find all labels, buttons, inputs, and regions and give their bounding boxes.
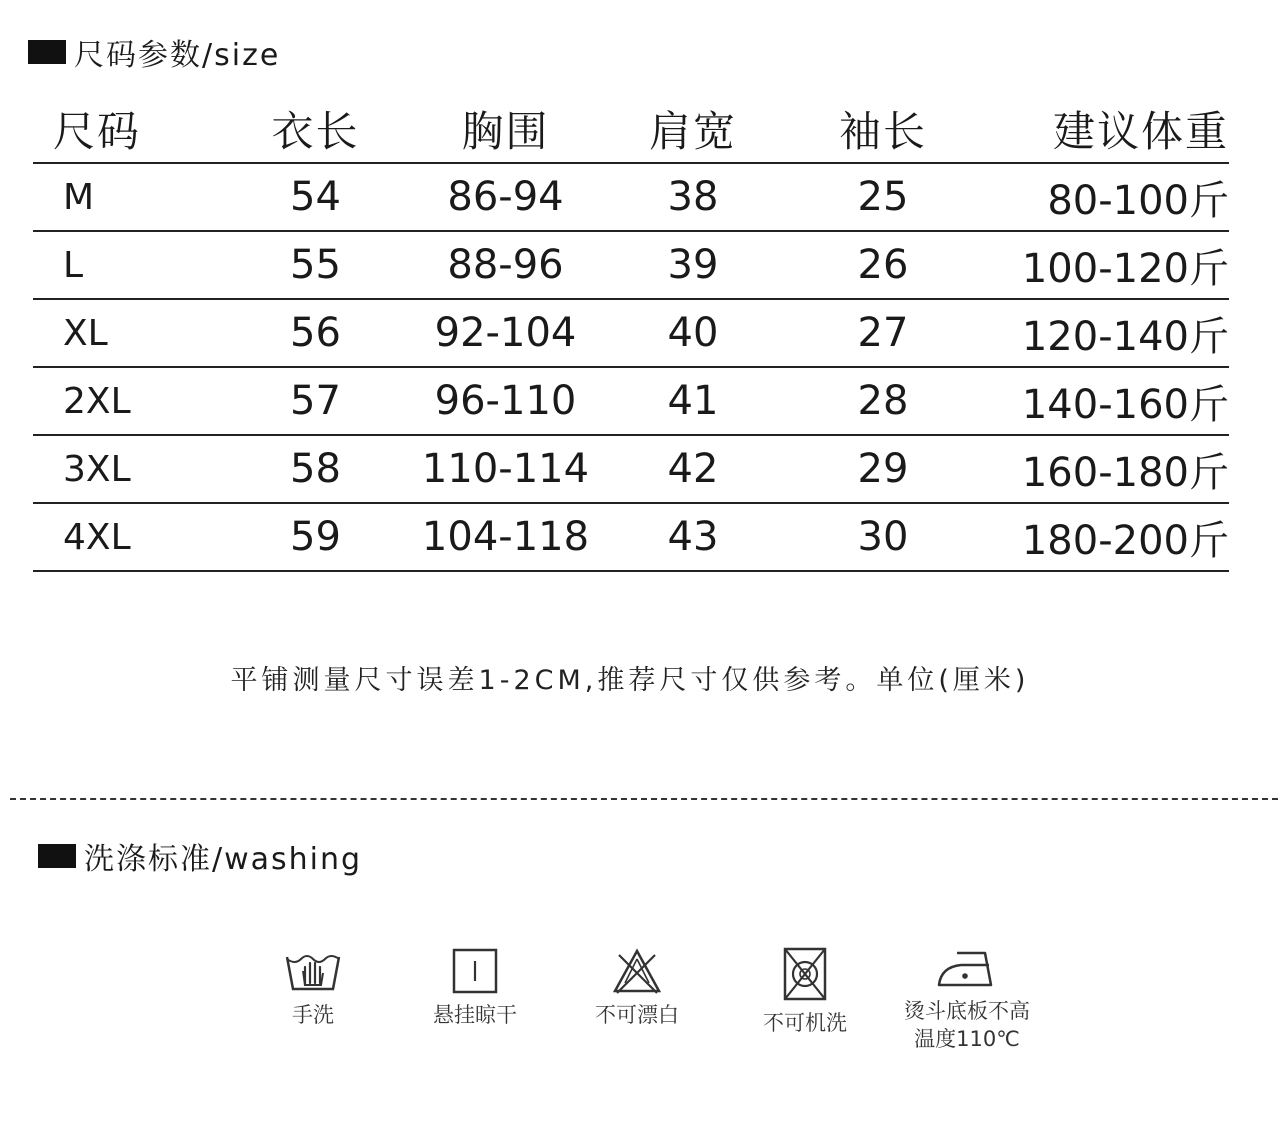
- section-divider: [10, 798, 1278, 800]
- cell-chest: 92-104: [408, 299, 603, 367]
- table-row: [33, 163, 1229, 231]
- care-item-hand-wash: [233, 945, 393, 1029]
- iron-low-temp-icon: [935, 945, 999, 995]
- no-machine-wash-icon: [775, 945, 835, 1003]
- cell-weight: 180-200斤: [983, 503, 1229, 571]
- header-sleeve: 袖长: [783, 95, 983, 163]
- care-item-hang-dry: [395, 945, 555, 1029]
- care-label-line2: 温度110℃: [914, 1027, 1020, 1051]
- cell-sleeve: 26: [783, 231, 983, 299]
- table-row: [33, 367, 1229, 435]
- cell-weight: 120-140斤: [983, 299, 1229, 367]
- cell-weight: 100-120斤: [983, 231, 1229, 299]
- cell-size: 3XL: [33, 435, 223, 503]
- table-row: [33, 503, 1229, 571]
- cell-chest: 110-114: [408, 435, 603, 503]
- care-label: 手洗: [292, 1003, 334, 1027]
- cell-weight: 80-100斤: [983, 163, 1229, 231]
- cell-length: 59: [223, 503, 408, 571]
- header-weight: 建议体重: [983, 95, 1229, 163]
- table-row: [33, 299, 1229, 367]
- care-item-no-machine-wash: [725, 945, 885, 1037]
- cell-sleeve: 27: [783, 299, 983, 367]
- cell-size: L: [33, 231, 223, 299]
- cell-sleeve: 25: [783, 163, 983, 231]
- care-label-line1: 烫斗底板不高: [904, 999, 1030, 1023]
- cell-sleeve: 29: [783, 435, 983, 503]
- cell-size: 4XL: [33, 503, 223, 571]
- header-length: 衣长: [223, 95, 408, 163]
- cell-sleeve: 28: [783, 367, 983, 435]
- table-row: [33, 435, 1229, 503]
- care-item-no-bleach: [557, 945, 717, 1029]
- cell-chest: 96-110: [408, 367, 603, 435]
- cell-shoulder: 38: [603, 163, 783, 231]
- cell-shoulder: 42: [603, 435, 783, 503]
- header-chest: 胸围: [408, 95, 603, 163]
- washing-section-header: [38, 834, 362, 878]
- cell-chest: 104-118: [408, 503, 603, 571]
- cell-shoulder: 43: [603, 503, 783, 571]
- cell-length: 56: [223, 299, 408, 367]
- care-item-iron-low-temp: [887, 945, 1047, 1053]
- header-shoulder: 肩宽: [603, 95, 783, 163]
- cell-size: XL: [33, 299, 223, 367]
- cell-weight: 140-160斤: [983, 367, 1229, 435]
- hand-wash-icon: [283, 945, 343, 995]
- cell-size: M: [33, 163, 223, 231]
- cell-length: 54: [223, 163, 408, 231]
- cell-chest: 88-96: [408, 231, 603, 299]
- size-table: [33, 95, 1229, 572]
- cell-length: 55: [223, 231, 408, 299]
- care-label: 不可漂白: [595, 1003, 679, 1027]
- washing-section-title: 洗涤标准/washing: [84, 842, 363, 877]
- table-row: [33, 231, 1229, 299]
- cell-sleeve: 30: [783, 503, 983, 571]
- cell-length: 57: [223, 367, 408, 435]
- cell-size: 2XL: [33, 367, 223, 435]
- section-marker-block: [28, 40, 66, 64]
- cell-length: 58: [223, 435, 408, 503]
- size-section-title: 尺码参数/size: [74, 38, 281, 73]
- table-header-row: [33, 95, 1229, 163]
- cell-shoulder: 40: [603, 299, 783, 367]
- section-marker-block: [38, 844, 76, 868]
- care-label: 悬挂晾干: [433, 1003, 517, 1027]
- cell-chest: 86-94: [408, 163, 603, 231]
- care-label: 不可机洗: [763, 1011, 847, 1035]
- measurement-note: 平铺测量尺寸误差1-2CM,推荐尺寸仅供参考。单位(厘米): [230, 665, 1030, 696]
- cell-shoulder: 41: [603, 367, 783, 435]
- no-bleach-icon: [607, 945, 667, 995]
- header-size: 尺码: [33, 95, 223, 163]
- cell-weight: 160-180斤: [983, 435, 1229, 503]
- size-section-header: [28, 30, 280, 74]
- hang-dry-icon: [445, 945, 505, 995]
- cell-shoulder: 39: [603, 231, 783, 299]
